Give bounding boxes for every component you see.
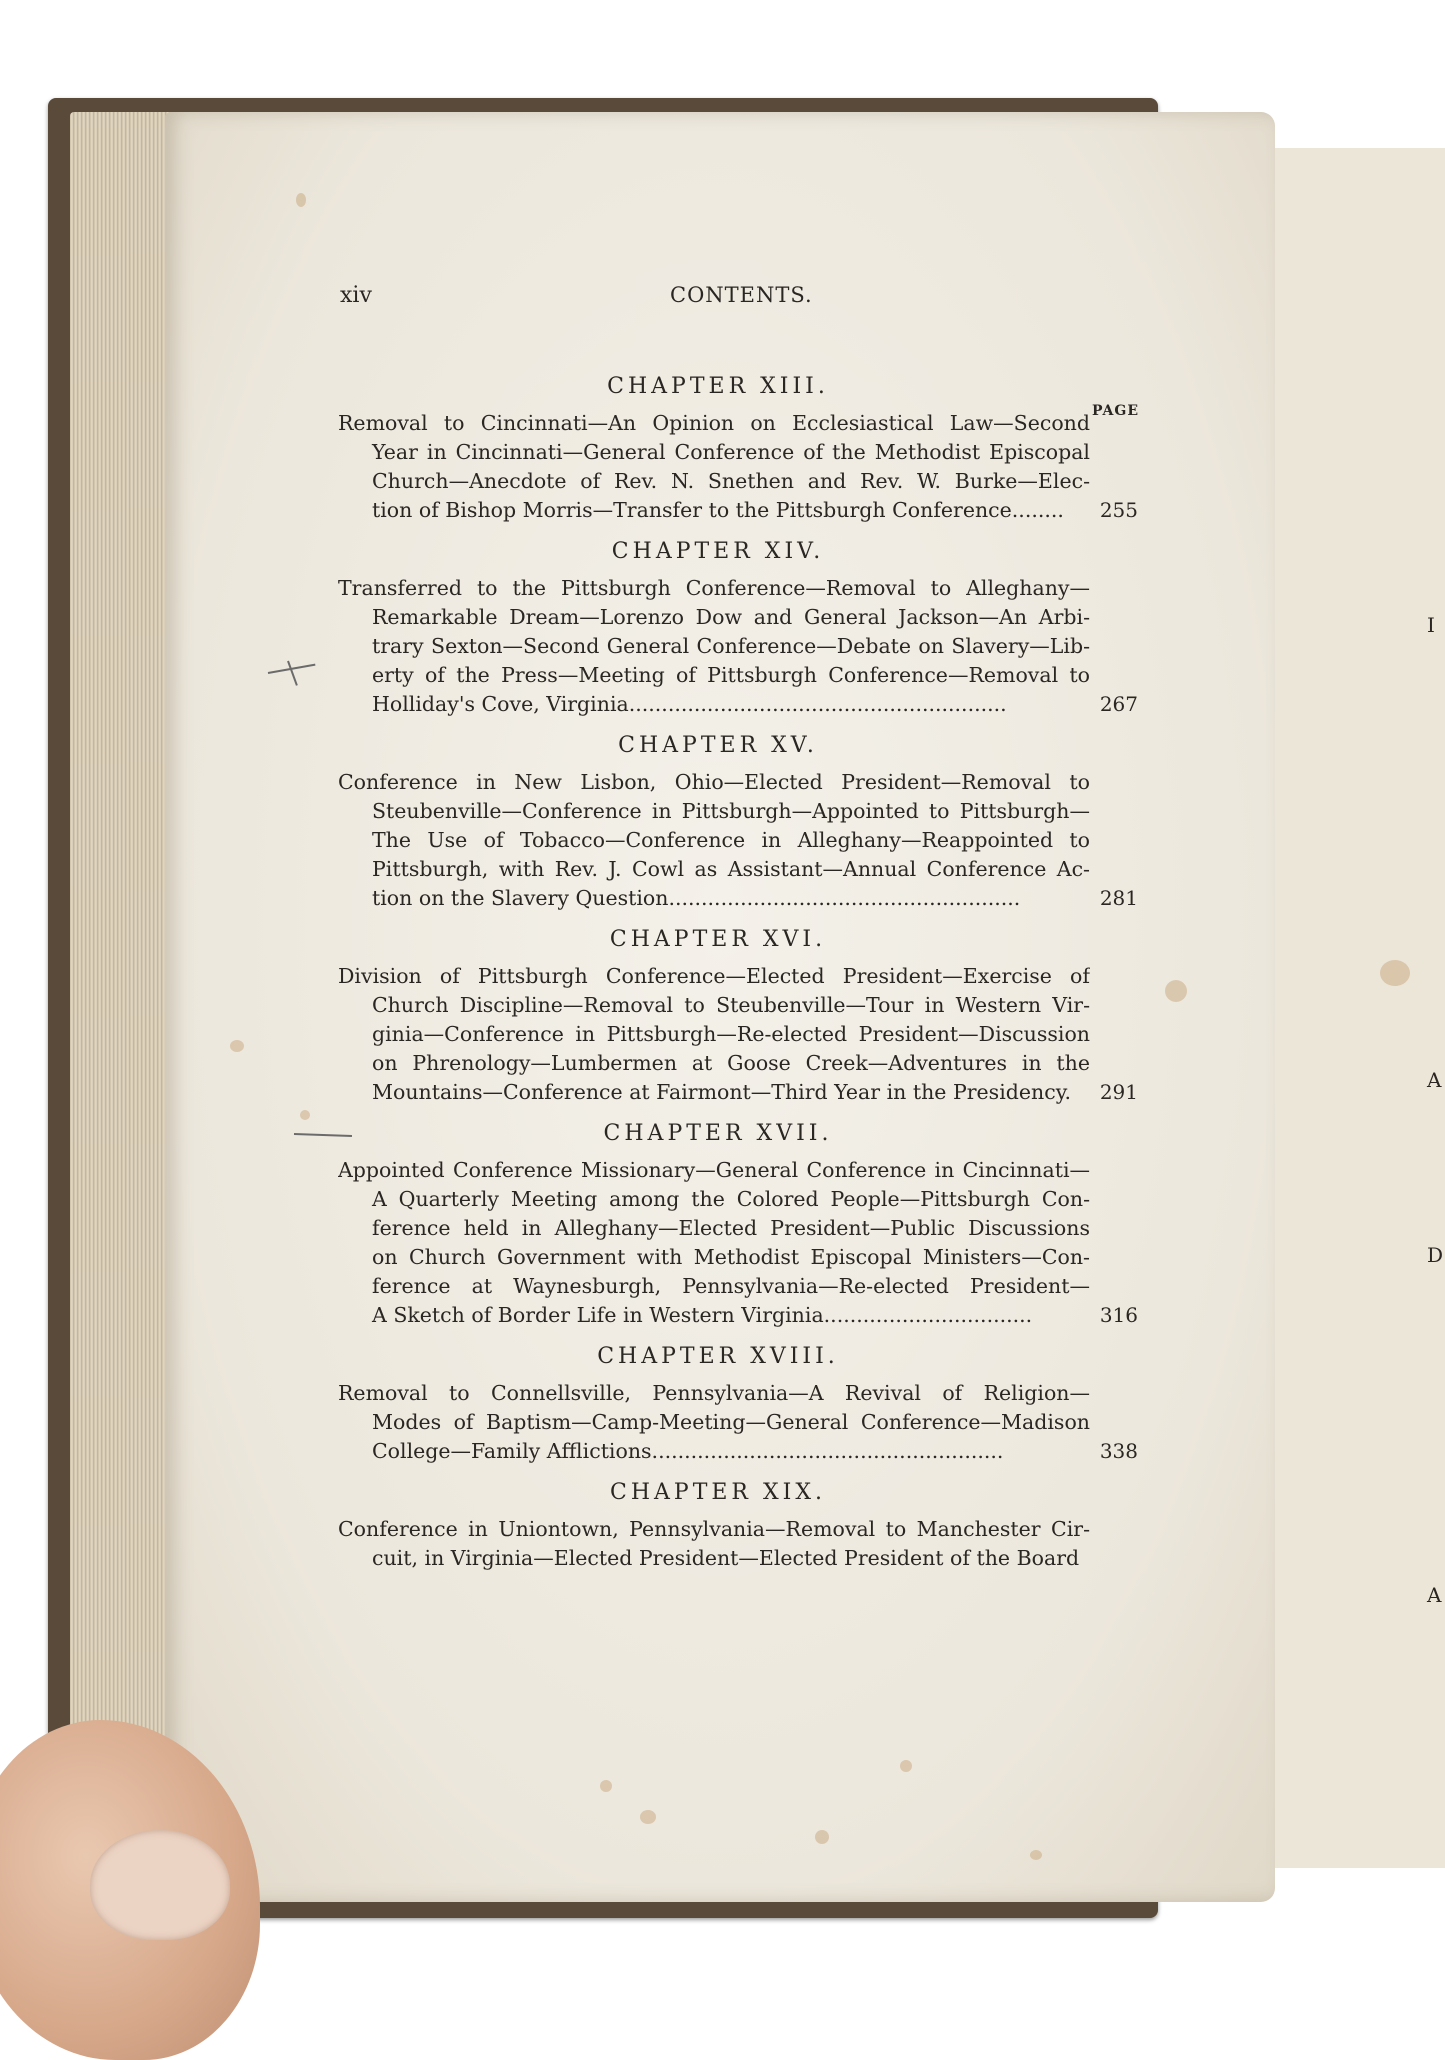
summary-line: Appointed Conference Missionary—General Conference in Cincinnati— <box>338 1158 1090 1182</box>
summary-line: erty of the Press—Meeting of Pittsburgh Conference—Removal to <box>372 663 1090 687</box>
facing-page-letter: D <box>1427 1243 1444 1267</box>
summary-line: ference held in Alleghany—Elected President—Public Discussions <box>372 1216 1090 1240</box>
summary-line: Modes of Baptism—Camp-Meeting—General Conference—Madison <box>372 1410 1090 1434</box>
summary-line: Mountains—Conference at Fairmont—Third Year in the Presidency. <box>372 1080 1072 1104</box>
toc-chapter <box>338 1119 1138 1330</box>
chapter-heading: CHAPTER XIX. <box>609 1480 826 1505</box>
summary-line: Transferred to the Pittsburgh Conference—Removal to Alleghany— <box>338 576 1090 600</box>
summary-line: ference at Waynesburgh, Pennsylvania—Re-elected President— <box>372 1274 1090 1298</box>
toc-chapter <box>338 925 1138 1107</box>
page-title: CONTENTS. <box>670 283 813 307</box>
thumb-nail <box>90 1830 230 1940</box>
foxing-spot <box>815 1830 829 1844</box>
summary-line: Church Discipline—Removal to Steubenville—Tour in Western Vir- <box>372 993 1090 1017</box>
summary-line: Conference in New Lisbon, Ohio—Elected President—Removal to <box>338 770 1090 794</box>
summary-line: Division of Pittsburgh Conference—Elected President—Exercise of <box>338 964 1090 988</box>
summary-line: Holliday's Cove, Virginia.......................................................... <box>372 692 1007 716</box>
summary-line: The Use of Tobacco—Conference in Alleghany—Reappointed to <box>372 828 1090 852</box>
summary-line: A Sketch of Border Life in Western Virginia................................ <box>372 1303 1033 1327</box>
summary-line: on Church Government with Methodist Episcopal Ministers—Con- <box>372 1245 1090 1269</box>
toc-chapter <box>338 537 1138 719</box>
foxing-spot <box>1380 960 1410 986</box>
table-of-contents <box>338 372 1138 1585</box>
foxing-spot <box>1165 980 1187 1002</box>
chapter-page-number: 255 <box>1099 498 1138 522</box>
toc-chapter <box>338 372 1138 525</box>
chapter-summary <box>338 1515 1138 1573</box>
summary-line: ginia—Conference in Pittsburgh—Re-elected President—Discussion <box>372 1022 1090 1046</box>
toc-chapter <box>338 1478 1138 1573</box>
foxing-spot <box>640 1810 656 1824</box>
facing-page-letter: A <box>1427 1583 1442 1607</box>
summary-line: Removal to Connellsville, Pennsylvania—A Revival of Religion— <box>338 1381 1090 1405</box>
chapter-summary <box>338 962 1138 1107</box>
page-edges <box>70 112 180 1902</box>
facing-page-letter: A <box>1427 1068 1442 1092</box>
chapter-summary <box>338 409 1138 525</box>
chapter-heading: CHAPTER XIII. <box>607 374 829 399</box>
summary-line: Church—Anecdote of Rev. N. Snethen and Rev. W. Burke—Elec- <box>372 469 1090 493</box>
toc-chapter <box>338 731 1138 913</box>
summary-line: Removal to Cincinnati—An Opinion on Ecclesiastical Law—Second <box>338 411 1090 435</box>
chapter-heading: CHAPTER XVI. <box>609 927 827 952</box>
page-column-label: PAGE <box>1092 403 1139 419</box>
chapter-page-number: 316 <box>1099 1303 1138 1327</box>
summary-line: Pittsburgh, with Rev. J. Cowl as Assistant—Annual Conference Ac- <box>372 857 1090 881</box>
foxing-spot <box>900 1760 912 1772</box>
chapter-summary <box>338 1156 1138 1330</box>
summary-line: A Quarterly Meeting among the Colored People—Pittsburgh Con- <box>372 1187 1090 1211</box>
foxing-spot <box>600 1780 612 1792</box>
chapter-page-number: 267 <box>1099 692 1138 716</box>
summary-line: Steubenville—Conference in Pittsburgh—Appointed to Pittsburgh— <box>372 799 1090 823</box>
summary-line: cuit, in Virginia—Elected President—Elected President of the Board <box>372 1546 1080 1570</box>
chapter-page-number: 338 <box>1099 1439 1138 1463</box>
chapter-summary <box>338 768 1138 913</box>
summary-line: on Phrenology—Lumbermen at Goose Creek—Adventures in the <box>372 1051 1090 1075</box>
summary-line: Year in Cincinnati—General Conference of the Methodist Episcopal <box>372 440 1090 464</box>
foxing-spot <box>300 1110 310 1120</box>
chapter-page-number: 281 <box>1099 886 1138 910</box>
chapter-heading: CHAPTER XVII. <box>603 1121 833 1146</box>
foxing-spot <box>1030 1850 1042 1860</box>
chapter-summary <box>338 1379 1138 1466</box>
chapter-heading: CHAPTER XV. <box>618 733 818 758</box>
summary-line: College—Family Afflictions...................................................... <box>372 1439 1004 1463</box>
summary-line: trary Sexton—Second General Conference—Debate on Slavery—Lib- <box>372 634 1090 658</box>
chapter-page-number: 291 <box>1099 1080 1138 1104</box>
facing-page <box>1255 148 1445 1868</box>
chapter-heading: CHAPTER XIV. <box>611 539 825 564</box>
summary-line: tion of Bishop Morris—Transfer to the Pittsburgh Conference........ <box>372 498 1064 522</box>
chapter-summary <box>338 574 1138 719</box>
facing-page-letter: I <box>1427 613 1435 637</box>
chapter-heading: CHAPTER XVIII. <box>597 1344 839 1369</box>
summary-line: Conference in Uniontown, Pennsylvania—Removal to Manchester Cir- <box>338 1517 1090 1541</box>
summary-line: Remarkable Dream—Lorenzo Dow and General Jackson—An Arbi- <box>372 605 1090 629</box>
foxing-spot <box>230 1040 244 1052</box>
foxing-spot <box>296 193 306 207</box>
summary-line: tion on the Slavery Question...................................................... <box>372 886 1021 910</box>
page-number-roman: xiv <box>340 283 372 308</box>
toc-chapter <box>338 1342 1138 1466</box>
